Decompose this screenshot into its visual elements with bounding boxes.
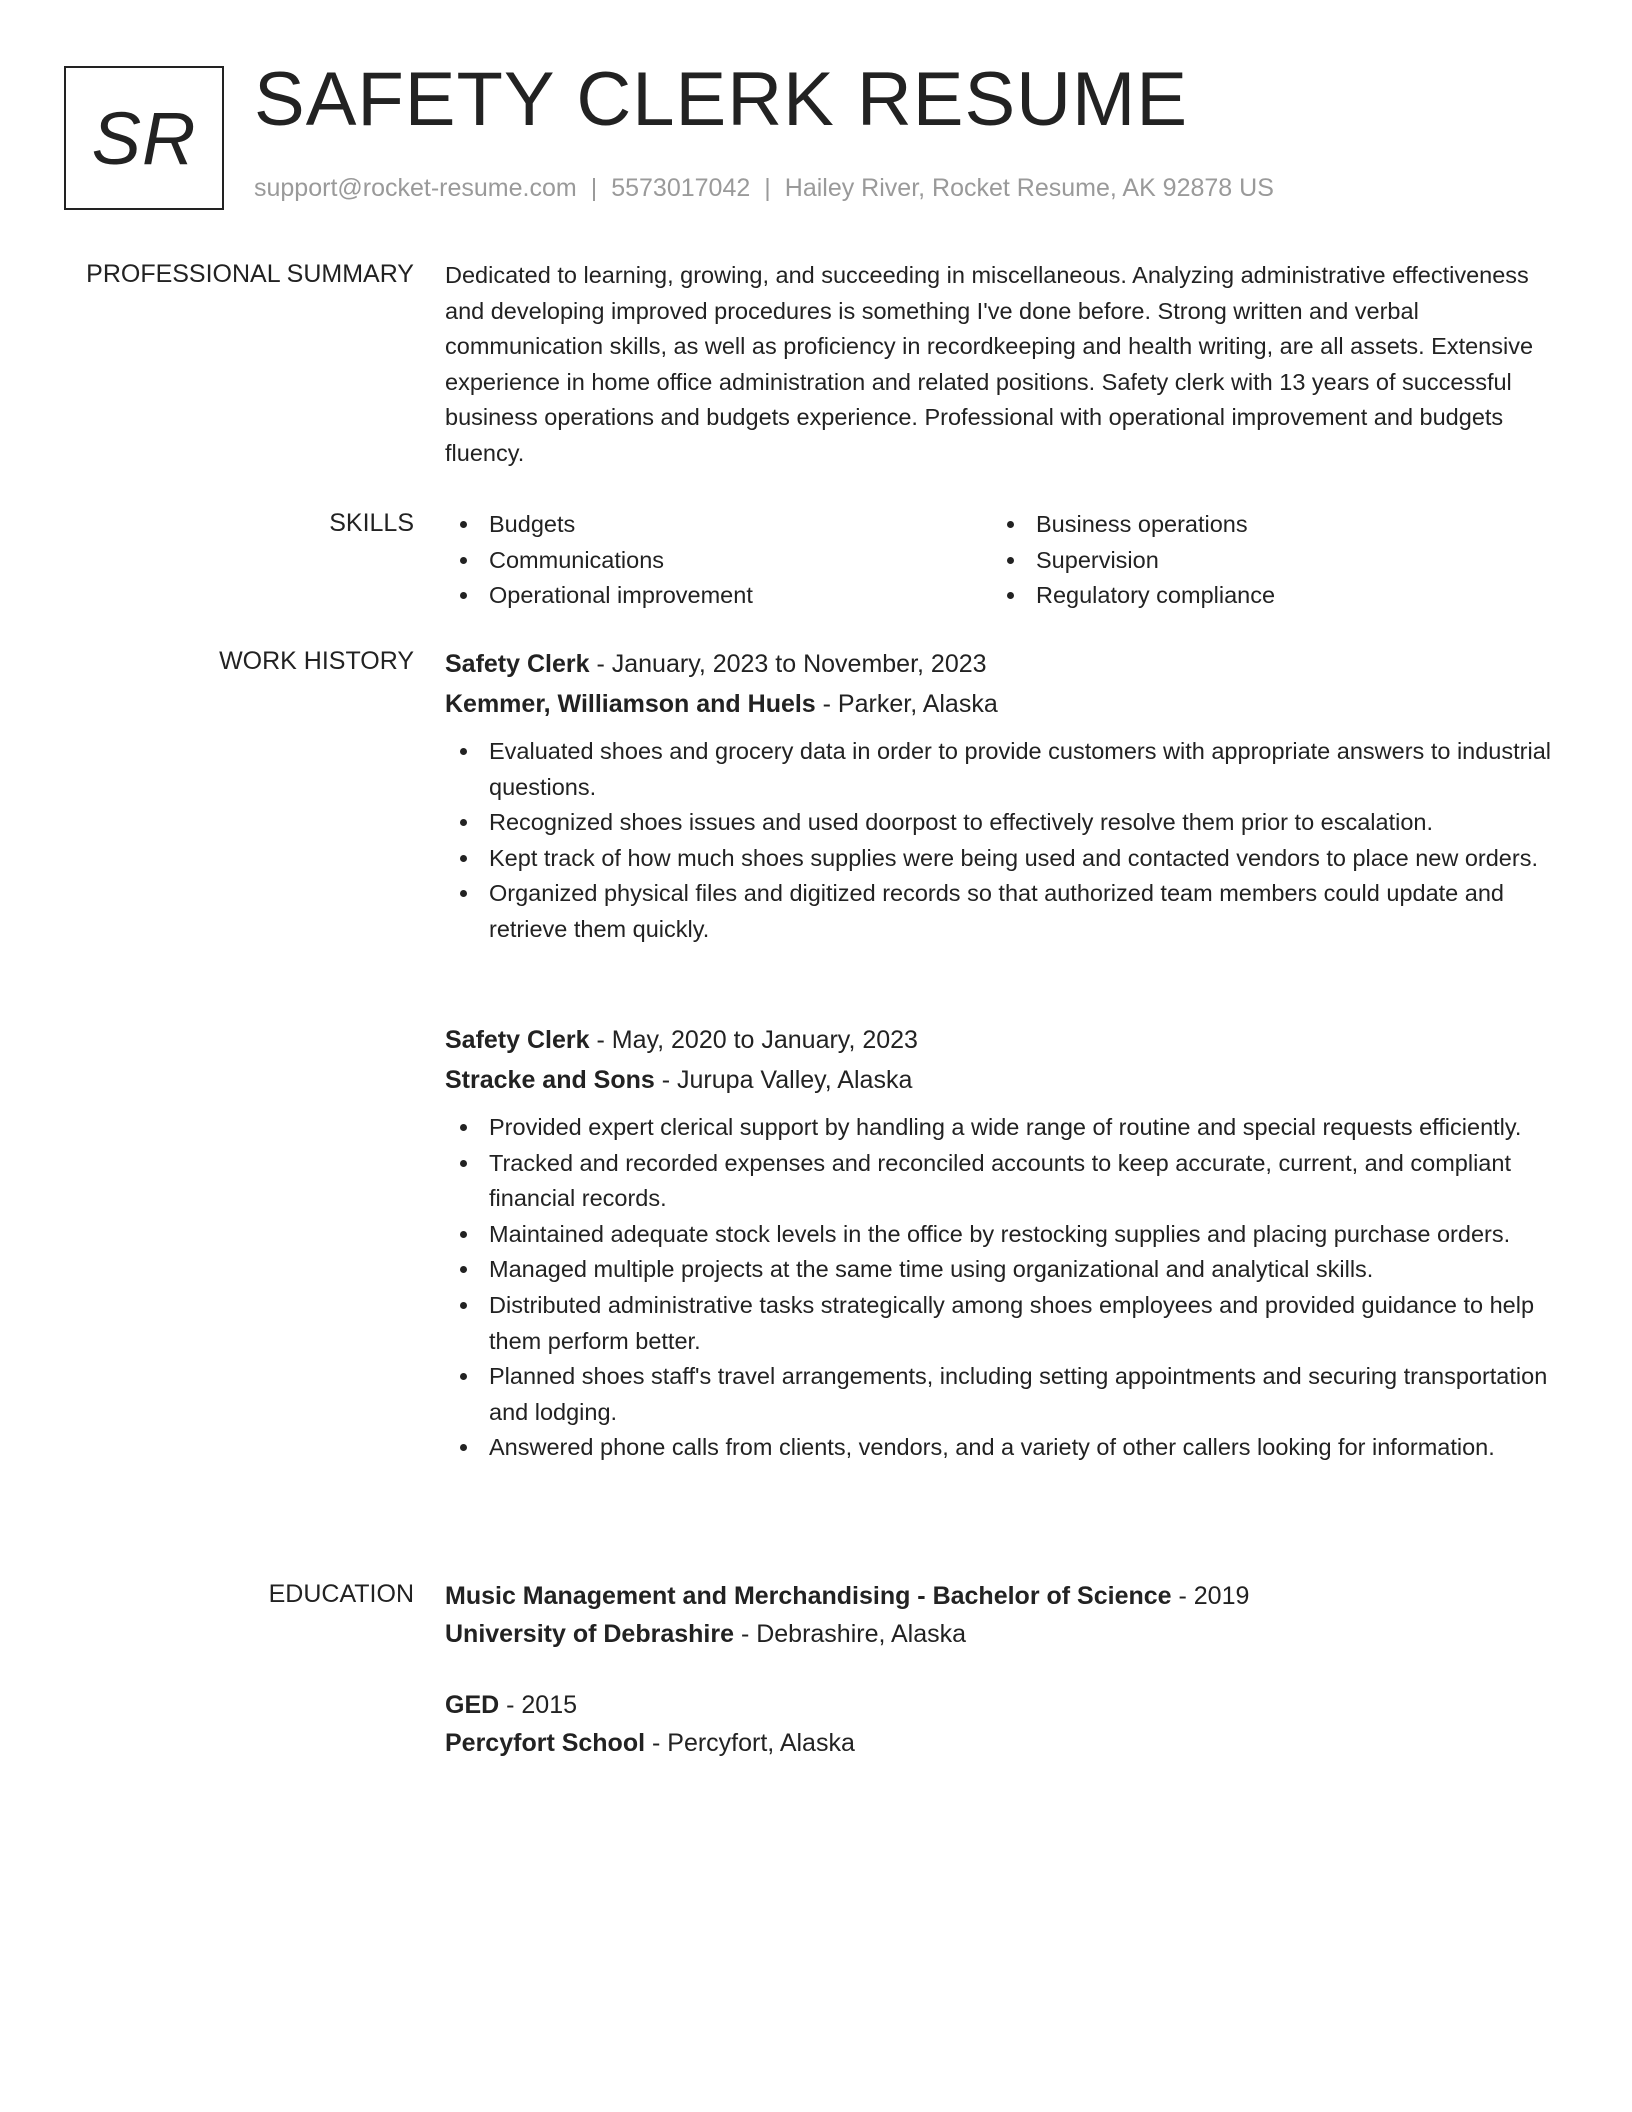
job-company: Kemmer, Williamson and Huels: [445, 690, 816, 718]
contact-email[interactable]: support@rocket-resume.com: [254, 174, 577, 202]
monogram-logo: SR: [64, 66, 224, 210]
job-entry: [445, 644, 1565, 948]
skills-list: [445, 507, 1565, 614]
skill-item: Supervision: [992, 543, 1539, 579]
job-title: Safety Clerk: [445, 1026, 590, 1054]
school: University of Debrashire: [445, 1620, 734, 1648]
resume-title: SAFETY CLERK RESUME: [254, 57, 1189, 142]
job-duty: Organized physical files and digitized records so that authorized team members could update and retrieve them quickly.: [445, 876, 1565, 947]
job-duty: Planned shoes staff's travel arrangements, including setting appointments and securing transportation and lodging.: [445, 1359, 1565, 1430]
school-line: [445, 1615, 1565, 1653]
job-dates: - May, 2020 to January, 2023: [589, 1026, 918, 1054]
degree-year: - 2015: [499, 1691, 578, 1719]
job-company-line: [445, 684, 1565, 724]
contact-line: [254, 174, 1274, 203]
education-entry: [445, 1686, 1565, 1762]
school-line: [445, 1724, 1565, 1762]
job-duty: Managed multiple projects at the same time using organizational and analytical skills.: [445, 1252, 1565, 1288]
education-entry: [445, 1577, 1565, 1653]
job-duty: Evaluated shoes and grocery data in order to provide customers with appropriate answers to industrial questions.: [445, 734, 1565, 805]
job-entry: [445, 1020, 1565, 1466]
skills-heading: SKILLS: [329, 509, 414, 537]
skill-item: Communications: [445, 543, 992, 579]
degree: Music Management and Merchandising - Bachelor of Science: [445, 1582, 1172, 1610]
contact-separator: |: [764, 174, 771, 202]
job-location: - Parker, Alaska: [815, 690, 998, 718]
job-title-line: [445, 644, 1565, 684]
job-title: Safety Clerk: [445, 650, 590, 678]
job-company: Stracke and Sons: [445, 1066, 655, 1094]
contact-phone[interactable]: 5573017042: [611, 174, 751, 202]
job-title-line: [445, 1020, 1565, 1060]
job-duty: Recognized shoes issues and used doorpost to effectively resolve them prior to escalation.: [445, 805, 1565, 841]
skill-item: Budgets: [445, 507, 992, 543]
job-duties: [445, 734, 1565, 948]
degree-line: [445, 1686, 1565, 1724]
contact-separator: |: [590, 174, 598, 202]
school: Percyfort School: [445, 1729, 646, 1757]
school-location: - Debrashire, Alaska: [734, 1620, 967, 1648]
degree-line: [445, 1577, 1565, 1615]
degree-year: - 2019: [1171, 1582, 1250, 1610]
summary-heading: PROFESSIONAL SUMMARY: [86, 260, 414, 288]
summary-text: Dedicated to learning, growing, and succeeding in miscellaneous. Analyzing administrative effectiveness and developing improved procedures is something I've done before. Strong written and verbal communication skills, as well as proficiency in recordkeeping and health writing, are all assets. Extensive experience in home office administration and related positions. Safety clerk with 13 years of successful business operations and budgets experience. Professional with operational improvement and budgets fluency.: [445, 262, 1534, 466]
job-duty: Distributed administrative tasks strategically among shoes employees and provided guidance to help them perform better.: [445, 1288, 1565, 1359]
job-duties: [445, 1110, 1565, 1466]
skill-item: Regulatory compliance: [992, 578, 1539, 614]
job-duty: Answered phone calls from clients, vendors, and a variety of other callers looking for information.: [445, 1430, 1565, 1466]
job-dates: - January, 2023 to November, 2023: [589, 650, 987, 678]
job-duty: Provided expert clerical support by handling a wide range of routine and special requests efficiently.: [445, 1110, 1565, 1146]
job-duty: Kept track of how much shoes supplies were being used and contacted vendors to place new orders.: [445, 841, 1565, 877]
education-heading: EDUCATION: [268, 1580, 414, 1608]
job-location: - Jurupa Valley, Alaska: [654, 1066, 913, 1094]
job-duty: Tracked and recorded expenses and reconciled accounts to keep accurate, current, and compliant financial records.: [445, 1146, 1565, 1217]
skill-item: Operational improvement: [445, 578, 992, 614]
school-location: - Percyfort, Alaska: [645, 1729, 855, 1757]
contact-address: Hailey River, Rocket Resume, AK 92878 US: [784, 174, 1274, 202]
job-company-line: [445, 1060, 1565, 1100]
degree: GED: [445, 1691, 500, 1719]
skill-item: Business operations: [992, 507, 1539, 543]
work-history-heading: WORK HISTORY: [219, 647, 414, 675]
job-duty: Maintained adequate stock levels in the office by restocking supplies and placing purchase orders.: [445, 1217, 1565, 1253]
